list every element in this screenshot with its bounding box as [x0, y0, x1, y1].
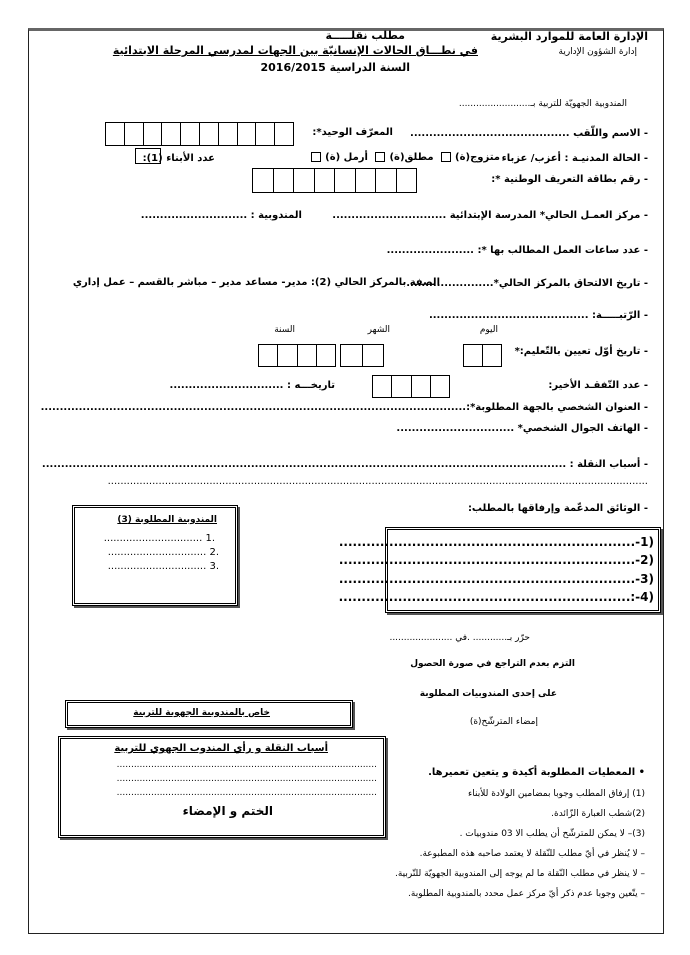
org-name: الإدارة العامة للموارد البشرية [490, 30, 648, 43]
note: • المعطيات المطلوبة أكيدة و يتعين تعميرها. [428, 767, 645, 778]
commitment-line-2: على إحدى المندوبيات المطلوبة [419, 689, 557, 699]
regional-office-box [65, 700, 353, 728]
note: (3)– لا يمكن للمترشّح أن يطلب الا 03 مندوبيات . [459, 829, 645, 839]
month-label: الشهر [367, 325, 390, 335]
note: – لا يُنظر في أيّ مطلب للنّقلة لا يعتمد صاحبه هذه المطبوعة. [419, 849, 645, 859]
phone-field[interactable]: - الهاتف الجوال الشخصي* ............................... [396, 423, 648, 434]
address-field[interactable]: - العنوان الشخصي بالجهة المطلوبة*:................................................................................................................ [40, 402, 648, 413]
divorced-checkbox[interactable] [375, 152, 385, 162]
name-field[interactable]: - الاسم واللّقب .......................................... [410, 128, 648, 139]
divorced-option[interactable]: مطلق(ة) [389, 152, 434, 163]
children-label: عدد الأبناء (1): [142, 153, 215, 164]
note: (1) إرفاق المطلب وجوبا بمضامين الولادة للأبناء [468, 789, 645, 799]
position-field[interactable]: الصفة بالمركز الحالي (2): مدير- مساعد مدير – مباشر بالقسم – عمل إداري [72, 277, 440, 288]
reasons-line[interactable]: .......................................................................................................................................................................... [107, 476, 648, 487]
document-line[interactable]: (4-:................................................................ [338, 590, 654, 604]
documents-label: - الوثائق المدعّمة وإرفاقها بالمطلب: [467, 503, 648, 514]
stamp-signature-label: الختم و الإمضاء [182, 804, 273, 818]
civil-status-label: - الحالة المدنيـة : أعزب/ عزباء [501, 153, 648, 164]
requested-item[interactable]: .2 ............................... [107, 547, 219, 558]
cin-boxes[interactable] [252, 168, 417, 193]
year-label: السنة [274, 325, 295, 335]
unique-id-label: المعرّف الوحيد*: [312, 127, 393, 138]
widowed-option[interactable]: أرمل (ة) [325, 152, 368, 163]
requested-item[interactable]: .1 ............................... [103, 533, 215, 544]
regional-office-title: خاص بالمندوبية الجهوية للتربية [133, 708, 270, 718]
hours-field[interactable]: - عدد ساعات العمل المطالب بها *: ....................... [386, 245, 648, 256]
opinion-line[interactable]: ........................................................................................... [116, 788, 377, 798]
grade-field[interactable]: - الرّتبـــــة: .......................................... [428, 310, 648, 321]
form-title: مطلب نقلـــــة [325, 29, 405, 42]
document-line[interactable]: (3-................................................................. [338, 572, 654, 586]
first-appointment-label: - تاريخ أوّل تعيين بالتّعليم:* [514, 346, 648, 357]
children-box[interactable] [135, 148, 161, 164]
delegation-field[interactable]: المندوبية : ............................ [140, 210, 302, 221]
regional-delegation[interactable]: المندوبية الجهويّة للتربية بـ......................... [458, 99, 627, 109]
note: – لا ينظر في مطلب النّقلة ما لم يوجه إلى المندوبية الجهويّة للتّربية. [394, 869, 645, 879]
form-subtitle: في نطـــاق الحالات الإنسانيّة بين الجهات لمدرسي المرحلة الابتدائية [112, 44, 478, 57]
requested-item[interactable]: .3 ............................... [107, 561, 219, 572]
inspection-boxes[interactable] [372, 375, 450, 398]
commitment-line-1: التزم بعدم التراجع في صورة الحصول [410, 659, 575, 669]
note: (2)شطب العبارة الزّائدة. [551, 809, 645, 819]
day-label: اليوم [479, 325, 498, 335]
document-line[interactable]: (2-................................................................. [338, 553, 654, 567]
regional-opinion-box [58, 736, 386, 838]
last-inspection-label: - عدد التّفقـد الأخير: [548, 380, 648, 391]
unique-id-boxes[interactable] [105, 122, 294, 146]
requested-delegations-box [72, 505, 238, 606]
cin-label: - رقم بطاقة التعريف الوطنية *: [491, 174, 648, 185]
married-checkbox[interactable] [441, 152, 451, 162]
opinion-line[interactable]: ........................................................................................... [116, 774, 377, 784]
join-date-field[interactable]: - تاريخ الالتحاق بالمركز الحالي*....................... [406, 278, 648, 289]
work-center-field[interactable]: - مركز العمـل الحالي* المدرسة الإبتدائية .............................. [332, 210, 648, 221]
dept-name: إدارة الشؤون الإدارية [558, 47, 637, 57]
month-boxes[interactable] [340, 344, 384, 367]
requested-title: المندوبية المطلوبة (3) [117, 515, 217, 525]
opinion-line[interactable]: ........................................................................................... [116, 760, 377, 770]
inspection-date-field[interactable]: تاريخـــه : .............................. [169, 380, 335, 391]
school-year: السنة الدراسية 2016/2015 [260, 61, 410, 74]
document-line[interactable]: (1-................................................................. [338, 535, 654, 549]
place-date-field[interactable]: حرّر بـ............ .في ...................... [389, 633, 530, 643]
candidate-signature-label: إمضاء المترشّح(ة) [469, 717, 538, 727]
day-boxes[interactable] [463, 344, 502, 367]
documents-box [338, 527, 661, 613]
widowed-checkbox[interactable] [311, 152, 321, 162]
reasons-field[interactable]: - أسباب النقلة : .......................................................................................................................................... [41, 459, 648, 470]
civil-status-options[interactable] [307, 151, 500, 164]
married-option[interactable]: متزوج(ة) [455, 152, 500, 163]
regional-opinion-title: أسباب النقلة و رأي المندوب الجهوي للتربية [114, 743, 328, 754]
note: – يتّعين وجوبا عدم ذكر أيّ مركز عمل محدد بالمندوبية المطلوبة. [408, 889, 645, 899]
year-boxes[interactable] [258, 344, 336, 367]
